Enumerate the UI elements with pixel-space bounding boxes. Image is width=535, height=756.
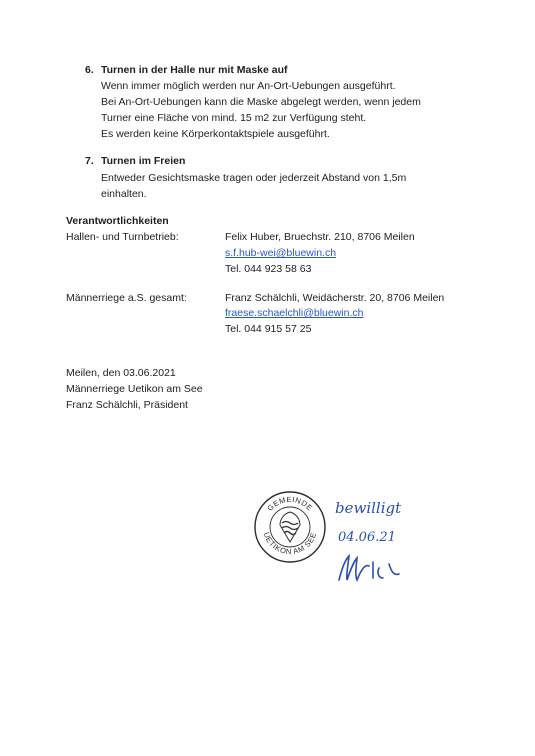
section-6-heading: [85, 64, 288, 76]
handwritten-approval-signature: [333, 494, 413, 586]
responsibilities-heading: Verantwortlichkeiten: [66, 215, 169, 227]
section-7-title: Turnen im Freien: [101, 155, 186, 167]
municipal-stamp-icon: [253, 490, 327, 564]
contact-1-name-address: Felix Huber, Bruechstr. 210, 8706 Meilen: [225, 231, 415, 243]
section-7-number: 7.: [85, 155, 94, 167]
contact-1-role: Hallen- und Turnbetrieb:: [66, 231, 179, 243]
svg-text:bewilligt: bewilligt: [335, 499, 402, 517]
svg-text:04.06.21: 04.06.21: [338, 530, 396, 545]
svg-text:GEMEINDE: GEMEINDE: [265, 494, 315, 513]
section-6-line-4: Es werden keine Körperkontaktspiele ausgeführt.: [101, 128, 330, 140]
section-6-line-3: Turner eine Fläche von mind. 15 m2 zur Verfügung steht.: [101, 112, 367, 124]
contact-2-role: Männerriege a.S. gesamt:: [66, 292, 187, 304]
section-6-line-1: Wenn immer möglich werden nur An-Ort-Uebungen ausgeführt.: [101, 80, 396, 92]
closing-place-date: Meilen, den 03.06.2021: [66, 367, 176, 379]
section-7-line-2: einhalten.: [101, 188, 147, 200]
closing-organization: Männerriege Uetikon am See: [66, 383, 203, 395]
section-7-heading: [85, 155, 185, 167]
section-6-line-2: Bei An-Ort-Uebungen kann die Maske abgelegt werden, wenn jedem: [101, 96, 421, 108]
section-6-title: Turnen in der Halle nur mit Maske auf: [101, 64, 288, 76]
contact-2-name-address: Franz Schälchli, Weidächerstr. 20, 8706 Meilen: [225, 292, 445, 304]
closing-signatory: Franz Schälchli, Präsident: [66, 399, 188, 411]
contact-1-email-wrap: [225, 246, 336, 261]
section-7-line-1: Entweder Gesichtsmaske tragen oder jederzeit Abstand von 1,5m: [101, 172, 407, 184]
contact-1-phone: Tel. 044 923 58 63: [225, 263, 312, 275]
contact-2-email-link[interactable]: fraese.schaelchli@bluewin.ch: [225, 307, 364, 319]
contact-2-phone: Tel. 044 915 57 25: [225, 323, 312, 335]
svg-text:UETIKON AM SEE: UETIKON AM SEE: [261, 530, 319, 557]
contact-1-email-link[interactable]: s.f.hub-wei@bluewin.ch: [225, 247, 337, 259]
section-6-number: 6.: [85, 64, 94, 76]
contact-2-email-wrap: [225, 306, 363, 321]
